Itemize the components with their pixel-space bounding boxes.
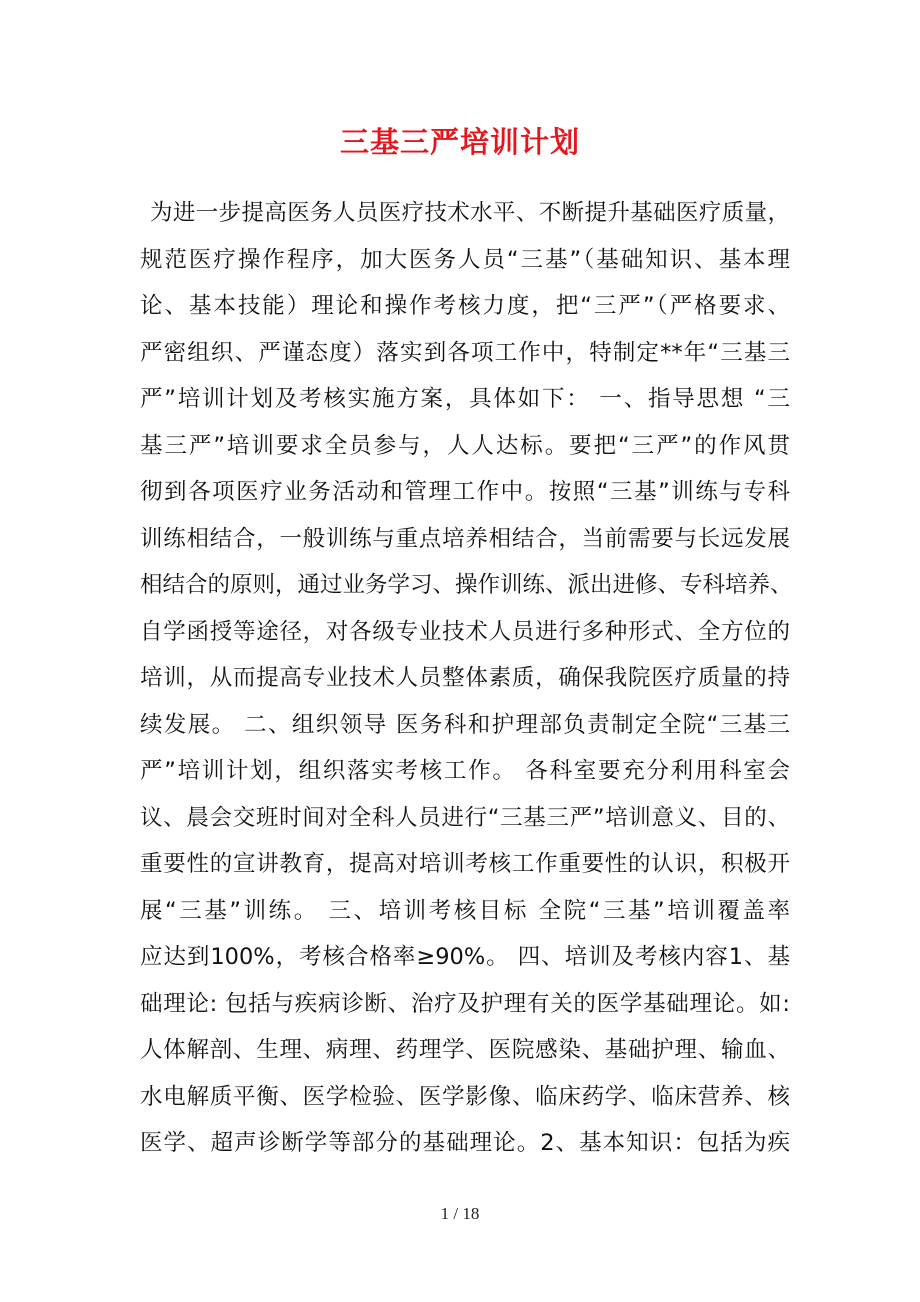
text-line: 应达到100%，考核合格率≥90%。 四、培训及考核内容1、基 <box>140 944 790 970</box>
text-line: 人体解剖、生理、病理、药理学、医院感染、基础护理、输血、 <box>140 1037 790 1063</box>
document-title: 三基三严培训计划 <box>339 125 580 159</box>
text-line: 重要性的宣讲教育，提高对培训考核工作重要性的认识，积极开 <box>140 851 790 877</box>
text-line: 续发展。 二、组织领导 医务科和护理部负责制定全院“三基三 <box>140 711 790 738</box>
text-line: 规范医疗操作程序，加大医务人员“三基”（基础知识、基本理 <box>140 246 790 273</box>
text-line: 基三严”培训要求全员参与，人人达标。要把“三严”的作风贯 <box>140 432 790 459</box>
text-line: 议、晨会交班时间对全科人员进行“三基三严”培训意义、目的、 <box>140 804 790 831</box>
text-line: 培训，从而提高专业技术人员整体素质，确保我院医疗质量的持 <box>140 665 790 691</box>
text-line: 论、基本技能）理论和操作考核力度，把“三严”（严格要求、 <box>140 293 790 319</box>
text-line: 相结合的原则，通过业务学习、操作训练、派出进修、专科培养、 <box>140 572 793 598</box>
text-line: 严”培训计划及考核实施方案，具体如下： 一、指导思想 “三 <box>140 386 790 412</box>
text-line: 自学函授等途径，对各级专业技术人员进行多种形式、全方位的 <box>140 618 790 645</box>
text-line: 医学、超声诊断学等部分的基础理论。2、基本知识：包括为疾 <box>140 1130 790 1156</box>
text-line: 训练相结合，一般训练与重点培养相结合，当前需要与长远发展 <box>140 525 790 552</box>
text-line: 水电解质平衡、医学检验、医学影像、临床药学、临床营养、核 <box>140 1083 790 1110</box>
text-line: 严密组织、严谨态度）落实到各项工作中，特制定**年“三基三 <box>140 339 790 366</box>
text-line: 础理论: 包括与疾病诊断、治疗及护理有关的医学基础理论。如: <box>140 990 790 1017</box>
text-line: 为进一步提高医务人员医疗技术水平、不断提升基础医疗质量， <box>150 200 790 226</box>
text-line: 彻到各项医疗业务活动和管理工作中。按照“三基”训练与专科 <box>140 479 790 505</box>
text-line: 严”培训计划，组织落实考核工作。 各科室要充分利用科室会 <box>140 758 790 784</box>
page-indicator: 1 / 18 <box>440 1204 480 1223</box>
text-line: 展“三基”训练。 三、培训考核目标 全院“三基”培训覆盖率 <box>140 897 790 924</box>
document-body <box>140 190 793 1167</box>
